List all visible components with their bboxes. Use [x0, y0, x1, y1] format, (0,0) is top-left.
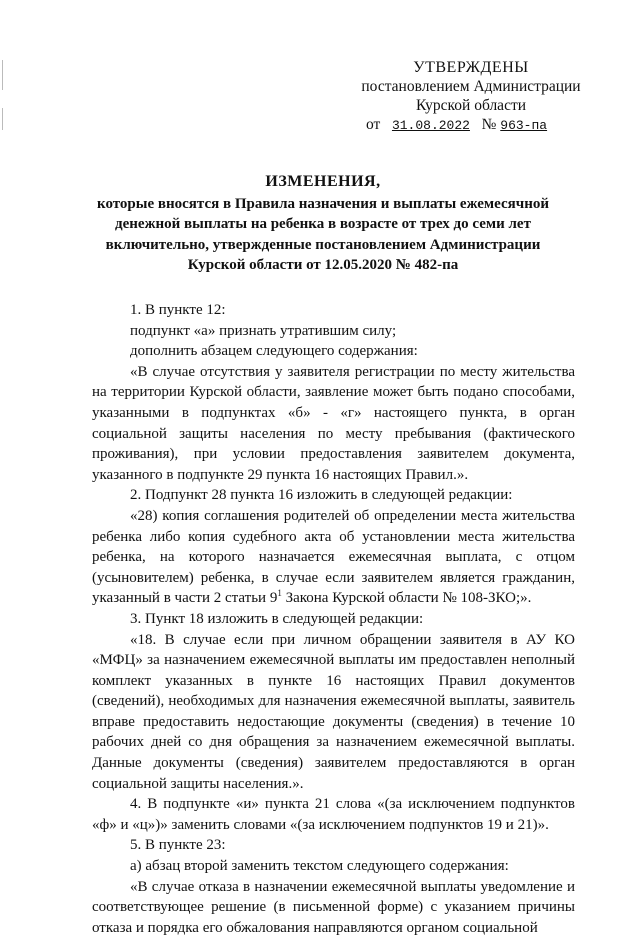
- paragraph-1: 1. В пункте 12:: [130, 302, 226, 318]
- scan-edge-mark: [2, 108, 3, 130]
- paragraph-8: «18. В случае если при личном обращении заявителя в АУ КО «МФЦ» за назначением ежемесячной выплаты им предоставлен неполный комплект указанных в пункте 16 настоящих Правил документов (сведений), необходимых для назначения ежемесячной выплаты, заявитель вправе предоставить недостающие документы (сведения) в течение 10 рабочих дней со дня обращения за назначением ежемесячной выплаты. Данные документы (сведения) заявителем предоставляются в орган социальной защиты населения.».: [92, 631, 575, 792]
- from-label: от: [366, 116, 381, 133]
- title-main: ИЗМЕНЕНИЯ,: [265, 173, 381, 190]
- paragraph-9: 4. В подпункте «и» пункта 21 слова «(за исключением подпунктов «ф» и «ц»)» заменить словами «(за исключением подпунктов 19 и 21)».: [92, 796, 575, 833]
- approval-line-2: Курской области: [415, 97, 527, 114]
- paragraph-5: 2. Подпункт 28 пункта 16 изложить в следующей редакции:: [130, 487, 513, 504]
- paragraph-6: [92, 506, 575, 609]
- approval-date-line: [356, 115, 586, 135]
- paragraph-3: дополнить абзацем следующего содержания:: [130, 343, 418, 360]
- paragraph-6-text-b: Закона Курской области № 108-ЗКО;».: [281, 590, 532, 607]
- document-title: [88, 172, 558, 276]
- approval-number: 963-па: [500, 118, 548, 133]
- paragraph-6-text-a: «28) копия соглашения родителей об определении места жительства ребенка либо копия судебного акта об установлении места жительства ребенка, на которого назначается ежемесячная выплата, с отцом (усыновителем) ребенка, в случае если заявителем является гражданин, указанный в части 2 статьи 9: [92, 507, 575, 607]
- paragraph-7: 3. Пункт 18 изложить в следующей редакции:: [130, 610, 424, 627]
- paragraph-4: «В случае отсутствия у заявителя регистрации по месту жительства на территории Курской области, заявление может быть подано способами, указанными в подпунктах «б» - «г» настоящего пункта, в орган социальной защиты населения по месту пребывания (фактического проживания), при условии предоставления заявителем документа, указанного в подпункте 29 пункта 16 настоящих Правил.».: [92, 363, 575, 483]
- paragraph-11: а) абзац второй заменить текстом следующего содержания:: [130, 858, 509, 875]
- paragraph-10: 5. В пункте 23:: [130, 837, 226, 854]
- approval-line-1: постановлением Администрации: [361, 78, 581, 95]
- paragraph-2: подпункт «а» признать утратившим силу;: [130, 322, 397, 339]
- title-sub: которые вносятся в Правила назначения и выплаты ежемесячной денежной выплаты на ребенка в возрасте от трех до семи лет включительно, утвержденные постановлением Администрации Курской области от 12.05.2020 № 482-па: [97, 195, 549, 273]
- scan-edge-mark: [2, 60, 3, 90]
- paragraph-6-superscript: 1: [277, 588, 282, 599]
- approval-head: УТВЕРЖДЕНЫ: [413, 59, 529, 76]
- number-label: №: [481, 116, 497, 133]
- paragraph-12: «В случае отказа в назначении ежемесячной выплаты уведомление и соответствующее решение (в письменной форме) с указанием причины отказа и порядка его обжалования направляются органом социальной: [92, 878, 575, 936]
- approval-stamp: [356, 58, 586, 135]
- approval-date: 31.08.2022: [391, 118, 470, 133]
- document-body: [92, 300, 575, 938]
